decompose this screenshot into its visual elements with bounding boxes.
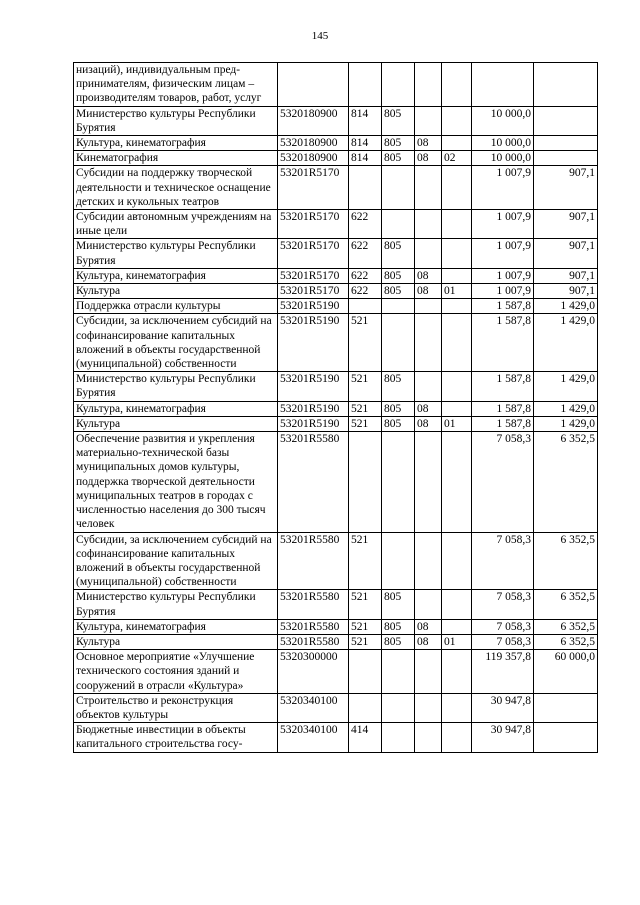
expense-type-cell (349, 299, 382, 314)
row-name-cell: Бюджетные инвестиции в объекты капитального строительства госу- (74, 723, 278, 752)
target-article-cell: 53201R5170 (278, 210, 349, 239)
expense-type-cell (349, 166, 382, 210)
amount-year2-cell (534, 106, 598, 135)
target-article-cell: 53201R5580 (278, 634, 349, 649)
target-article-cell: 53201R5190 (278, 416, 349, 431)
ministry-code-cell: 805 (382, 619, 415, 634)
subsection-cell (442, 239, 472, 268)
amount-year1-cell: 10 000,0 (472, 136, 534, 151)
table-row (74, 372, 598, 401)
target-article-cell: 5320340100 (278, 723, 349, 752)
amount-year2-cell: 907,1 (534, 166, 598, 210)
amount-year1-cell: 10 000,0 (472, 151, 534, 166)
table-row (74, 723, 598, 752)
subsection-cell (442, 590, 472, 619)
target-article-cell: 53201R5190 (278, 299, 349, 314)
table-row (74, 284, 598, 299)
ministry-code-cell (382, 650, 415, 694)
subsection-cell (442, 106, 472, 135)
target-article-cell: 5320180900 (278, 136, 349, 151)
amount-year1-cell: 119 357,8 (472, 650, 534, 694)
expense-type-cell: 521 (349, 634, 382, 649)
row-name-cell: Министерство культуры Республики Бурятия (74, 590, 278, 619)
expense-type-cell: 521 (349, 416, 382, 431)
expense-type-cell: 814 (349, 136, 382, 151)
table-row (74, 416, 598, 431)
section-cell (415, 532, 442, 590)
section-cell (415, 693, 442, 722)
amount-year1-cell (472, 63, 534, 107)
row-name-cell: Субсидии, за исключением субсидий на софинансирование капитальных вложений в объекты государственной (муниципальной) собственности (74, 314, 278, 372)
row-name-cell: Министерство культуры Республики Бурятия (74, 106, 278, 135)
amount-year2-cell: 6 352,5 (534, 532, 598, 590)
table-row (74, 401, 598, 416)
ministry-code-cell (382, 314, 415, 372)
expense-type-cell: 622 (349, 210, 382, 239)
subsection-cell (442, 210, 472, 239)
section-cell (415, 314, 442, 372)
ministry-code-cell (382, 299, 415, 314)
table-row (74, 106, 598, 135)
section-cell (415, 372, 442, 401)
target-article-cell (278, 63, 349, 107)
expense-type-cell (349, 693, 382, 722)
expense-type-cell: 521 (349, 314, 382, 372)
amount-year2-cell (534, 693, 598, 722)
expense-type-cell (349, 63, 382, 107)
ministry-code-cell (382, 63, 415, 107)
table-row (74, 151, 598, 166)
table-row (74, 299, 598, 314)
table-row (74, 619, 598, 634)
section-cell (415, 432, 442, 532)
ministry-code-cell: 805 (382, 136, 415, 151)
expense-type-cell: 521 (349, 372, 382, 401)
amount-year1-cell: 1 587,8 (472, 372, 534, 401)
section-cell: 08 (415, 416, 442, 431)
row-name-cell: Строительство и реконструкция объектов культуры (74, 693, 278, 722)
amount-year2-cell: 6 352,5 (534, 432, 598, 532)
row-name-cell: Субсидии на поддержку творческой деятельности и техническое оснащение детских и кукольных театров (74, 166, 278, 210)
expense-type-cell: 414 (349, 723, 382, 752)
ministry-code-cell: 805 (382, 372, 415, 401)
expense-type-cell: 622 (349, 284, 382, 299)
target-article-cell: 53201R5170 (278, 239, 349, 268)
ministry-code-cell: 805 (382, 268, 415, 283)
section-cell (415, 63, 442, 107)
target-article-cell: 5320300000 (278, 650, 349, 694)
amount-year1-cell: 30 947,8 (472, 723, 534, 752)
ministry-code-cell: 805 (382, 151, 415, 166)
expense-type-cell (349, 650, 382, 694)
section-cell: 08 (415, 619, 442, 634)
subsection-cell (442, 619, 472, 634)
subsection-cell (442, 63, 472, 107)
amount-year2-cell: 6 352,5 (534, 590, 598, 619)
subsection-cell (442, 650, 472, 694)
amount-year2-cell: 6 352,5 (534, 634, 598, 649)
table-row (74, 136, 598, 151)
target-article-cell: 53201R5580 (278, 590, 349, 619)
amount-year1-cell: 1 587,8 (472, 299, 534, 314)
table-row (74, 532, 598, 590)
subsection-cell (442, 314, 472, 372)
expense-type-cell: 814 (349, 151, 382, 166)
section-cell: 08 (415, 136, 442, 151)
target-article-cell: 53201R5190 (278, 401, 349, 416)
ministry-code-cell: 805 (382, 401, 415, 416)
table-row (74, 210, 598, 239)
row-name-cell: Субсидии автономным учреждениям на иные цели (74, 210, 278, 239)
row-name-cell: Обеспечение развития и укрепления материально-технической базы муниципальных домов культуры, поддержка творческой деятельности муниципальных театров в городах с численностью населения до 300 тысяч человек (74, 432, 278, 532)
expense-type-cell (349, 432, 382, 532)
subsection-cell (442, 532, 472, 590)
table-row (74, 634, 598, 649)
target-article-cell: 53201R5580 (278, 619, 349, 634)
amount-year1-cell: 7 058,3 (472, 590, 534, 619)
amount-year1-cell: 7 058,3 (472, 432, 534, 532)
row-name-cell: Культура, кинематография (74, 619, 278, 634)
row-name-cell: Кинематография (74, 151, 278, 166)
ministry-code-cell (382, 532, 415, 590)
amount-year2-cell: 60 000,0 (534, 650, 598, 694)
subsection-cell (442, 166, 472, 210)
section-cell: 08 (415, 401, 442, 416)
subsection-cell (442, 268, 472, 283)
table-row (74, 166, 598, 210)
target-article-cell: 53201R5170 (278, 284, 349, 299)
section-cell (415, 590, 442, 619)
expense-type-cell: 622 (349, 239, 382, 268)
section-cell: 08 (415, 268, 442, 283)
table-row (74, 314, 598, 372)
amount-year2-cell: 907,1 (534, 239, 598, 268)
ministry-code-cell: 805 (382, 284, 415, 299)
row-name-cell: низаций), индивидуальным пред-принимателям, физическим лицам – производителям товаров, работ, услуг (74, 63, 278, 107)
row-name-cell: Культура, кинематография (74, 401, 278, 416)
amount-year2-cell (534, 151, 598, 166)
section-cell (415, 239, 442, 268)
amount-year2-cell (534, 136, 598, 151)
section-cell: 08 (415, 151, 442, 166)
subsection-cell (442, 693, 472, 722)
table-row (74, 650, 598, 694)
subsection-cell (442, 723, 472, 752)
ministry-code-cell: 805 (382, 634, 415, 649)
amount-year1-cell: 7 058,3 (472, 532, 534, 590)
subsection-cell (442, 299, 472, 314)
amount-year1-cell: 1 007,9 (472, 268, 534, 283)
row-name-cell: Министерство культуры Республики Бурятия (74, 239, 278, 268)
expense-type-cell: 521 (349, 590, 382, 619)
amount-year2-cell: 907,1 (534, 268, 598, 283)
amount-year2-cell: 1 429,0 (534, 401, 598, 416)
amount-year2-cell: 1 429,0 (534, 416, 598, 431)
table-row (74, 693, 598, 722)
ministry-code-cell (382, 166, 415, 210)
table-body (74, 63, 598, 753)
target-article-cell: 5320340100 (278, 693, 349, 722)
ministry-code-cell (382, 432, 415, 532)
amount-year1-cell: 1 007,9 (472, 210, 534, 239)
subsection-cell (442, 401, 472, 416)
amount-year1-cell: 1 007,9 (472, 166, 534, 210)
expense-type-cell: 814 (349, 106, 382, 135)
subsection-cell: 01 (442, 284, 472, 299)
section-cell (415, 650, 442, 694)
subsection-cell (442, 136, 472, 151)
target-article-cell: 53201R5170 (278, 268, 349, 283)
row-name-cell: Субсидии, за исключением субсидий на софинансирование капитальных вложений в объекты государственной (муниципальной) собственности (74, 532, 278, 590)
target-article-cell: 53201R5190 (278, 314, 349, 372)
amount-year1-cell: 1 007,9 (472, 239, 534, 268)
expense-type-cell: 521 (349, 401, 382, 416)
subsection-cell: 01 (442, 634, 472, 649)
amount-year2-cell: 6 352,5 (534, 619, 598, 634)
page-number: 145 (311, 30, 329, 42)
table-row (74, 590, 598, 619)
amount-year2-cell (534, 723, 598, 752)
amount-year2-cell: 907,1 (534, 284, 598, 299)
ministry-code-cell: 805 (382, 239, 415, 268)
amount-year2-cell (534, 63, 598, 107)
subsection-cell (442, 372, 472, 401)
row-name-cell: Основное мероприятие «Улучшение технического состояния зданий и сооружений в отрасли «Культура» (74, 650, 278, 694)
row-name-cell: Культура (74, 416, 278, 431)
amount-year2-cell: 1 429,0 (534, 372, 598, 401)
expense-type-cell: 622 (349, 268, 382, 283)
target-article-cell: 53201R5190 (278, 372, 349, 401)
table-row (74, 268, 598, 283)
target-article-cell: 5320180900 (278, 151, 349, 166)
section-cell (415, 210, 442, 239)
amount-year2-cell: 1 429,0 (534, 314, 598, 372)
amount-year1-cell: 30 947,8 (472, 693, 534, 722)
table-row (74, 432, 598, 532)
ministry-code-cell (382, 210, 415, 239)
row-name-cell: Культура (74, 634, 278, 649)
amount-year1-cell: 10 000,0 (472, 106, 534, 135)
amount-year2-cell: 907,1 (534, 210, 598, 239)
target-article-cell: 5320180900 (278, 106, 349, 135)
ministry-code-cell: 805 (382, 590, 415, 619)
row-name-cell: Культура, кинематография (74, 136, 278, 151)
target-article-cell: 53201R5170 (278, 166, 349, 210)
amount-year1-cell: 1 587,8 (472, 314, 534, 372)
amount-year1-cell: 7 058,3 (472, 619, 534, 634)
section-cell (415, 723, 442, 752)
amount-year1-cell: 1 587,8 (472, 401, 534, 416)
ministry-code-cell: 805 (382, 106, 415, 135)
target-article-cell: 53201R5580 (278, 432, 349, 532)
subsection-cell (442, 432, 472, 532)
amount-year1-cell: 1 587,8 (472, 416, 534, 431)
amount-year1-cell: 1 007,9 (472, 284, 534, 299)
expense-type-cell: 521 (349, 619, 382, 634)
row-name-cell: Министерство культуры Республики Бурятия (74, 372, 278, 401)
target-article-cell: 53201R5580 (278, 532, 349, 590)
budget-table (73, 62, 598, 753)
section-cell (415, 106, 442, 135)
amount-year2-cell: 1 429,0 (534, 299, 598, 314)
section-cell: 08 (415, 284, 442, 299)
ministry-code-cell: 805 (382, 416, 415, 431)
subsection-cell: 01 (442, 416, 472, 431)
subsection-cell: 02 (442, 151, 472, 166)
table-row (74, 239, 598, 268)
row-name-cell: Культура (74, 284, 278, 299)
section-cell: 08 (415, 634, 442, 649)
amount-year1-cell: 7 058,3 (472, 634, 534, 649)
row-name-cell: Поддержка отрасли культуры (74, 299, 278, 314)
table-row (74, 63, 598, 107)
ministry-code-cell (382, 693, 415, 722)
section-cell (415, 166, 442, 210)
section-cell (415, 299, 442, 314)
expense-type-cell: 521 (349, 532, 382, 590)
row-name-cell: Культура, кинематография (74, 268, 278, 283)
ministry-code-cell (382, 723, 415, 752)
